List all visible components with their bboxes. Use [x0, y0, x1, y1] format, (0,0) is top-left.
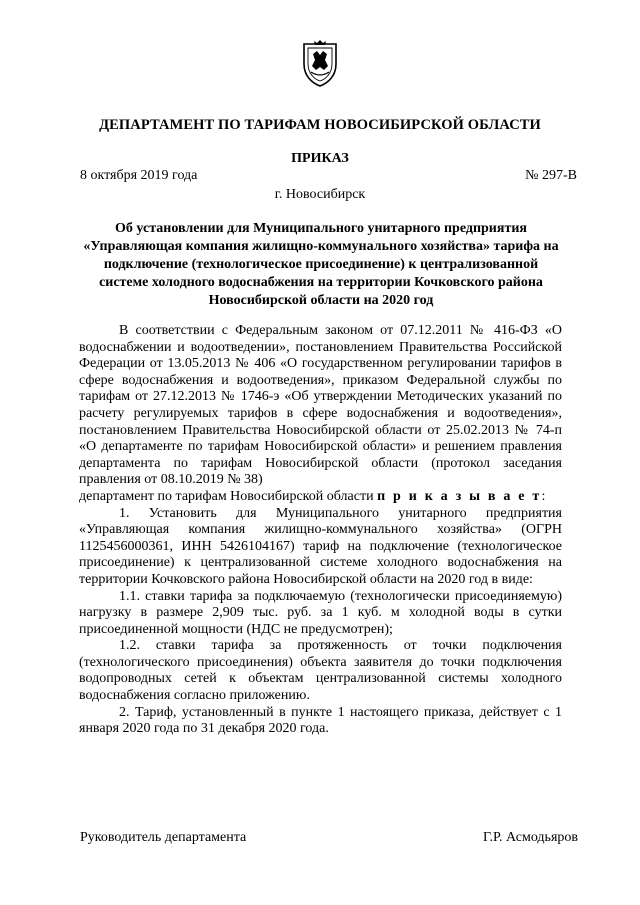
order-body	[79, 323, 562, 738]
orders-lead: департамент по тарифам Новосибирской области	[79, 488, 374, 504]
item-1-2: 1.2. ставки тарифа за протяженность от точки подключения (технологического присоединения) объекта заявителя до точки подключения водопроводных сетей к объектам централизованной системы холодного водоснабжения согласно приложению.	[79, 638, 562, 704]
orders-word: п р и к а з ы в а е т	[377, 488, 542, 504]
signer-role: Руководитель департамента	[80, 830, 247, 845]
order-date: 8 октября 2019 года	[80, 168, 198, 183]
preamble-paragraph: В соответствии с Федеральным законом от 07.12.2011 № 416-ФЗ «О водоснабжении и водоотведении», постановлением Правительства Российской Федерации от 13.05.2013 № 406 «О государственном регулировании тарифов в сфере водоснабжения и водоотведения», приказом Федеральной службы по тарифам от 27.12.2013 № 1746-э «Об утверждении Методических указаний по расчету регулируемых тарифов в сфере водоснабжения и водоотведения», постановлением Правительства Новосибирской области от 25.02.2013 № 74-п «О департаменте по тарифам Новосибирской области» и решением правления департамента по тарифам Новосибирской области (протокол заседания правления от 08.10.2019 № 38)	[79, 323, 562, 488]
item-1-1: 1.1. ставки тарифа за подключаемую (технологически присоединяемую) нагрузку в размере 2,909 тыс. руб. за 1 куб. м холодной воды в сутки присоединенной мощности (НДС не предусмотрен);	[79, 588, 562, 637]
order-title: ПРИКАЗ	[291, 151, 349, 166]
orders-paragraph	[79, 489, 562, 506]
order-subject: Об установлении для Муниципального унитарного предприятия «Управляющая компания жилищно-коммунального хозяйства» тарифа на подключение (технологическое присоединение) к централизованной системе холодного водоснабжения на территории Кочковского района Новосибирской области на 2020 год	[83, 221, 559, 308]
city: г. Новосибирск	[274, 187, 366, 202]
item-1: 1. Установить для Муниципального унитарного предприятия «Управляющая компания жилищно-коммунального хозяйства» (ОГРН 1125456000361, ИНН 5426104167) тариф на подключение (технологическое присоединение) к централизованной системе холодного водоснабжения на территории Кочковского района Новосибирской области на 2020 год в виде:	[79, 505, 562, 587]
orders-colon: :	[541, 488, 546, 504]
coat-of-arms-icon	[300, 40, 340, 88]
item-2: 2. Тариф, установленный в пункте 1 настоящего приказа, действует с 1 января 2020 года по 31 декабря 2020 года.	[79, 704, 562, 737]
department-name: ДЕПАРТАМЕНТ ПО ТАРИФАМ НОВОСИБИРСКОЙ ОБЛАСТИ	[99, 117, 541, 133]
order-number: № 297-В	[525, 168, 577, 183]
signer-name: Г.Р. Асмодьяров	[482, 830, 578, 845]
